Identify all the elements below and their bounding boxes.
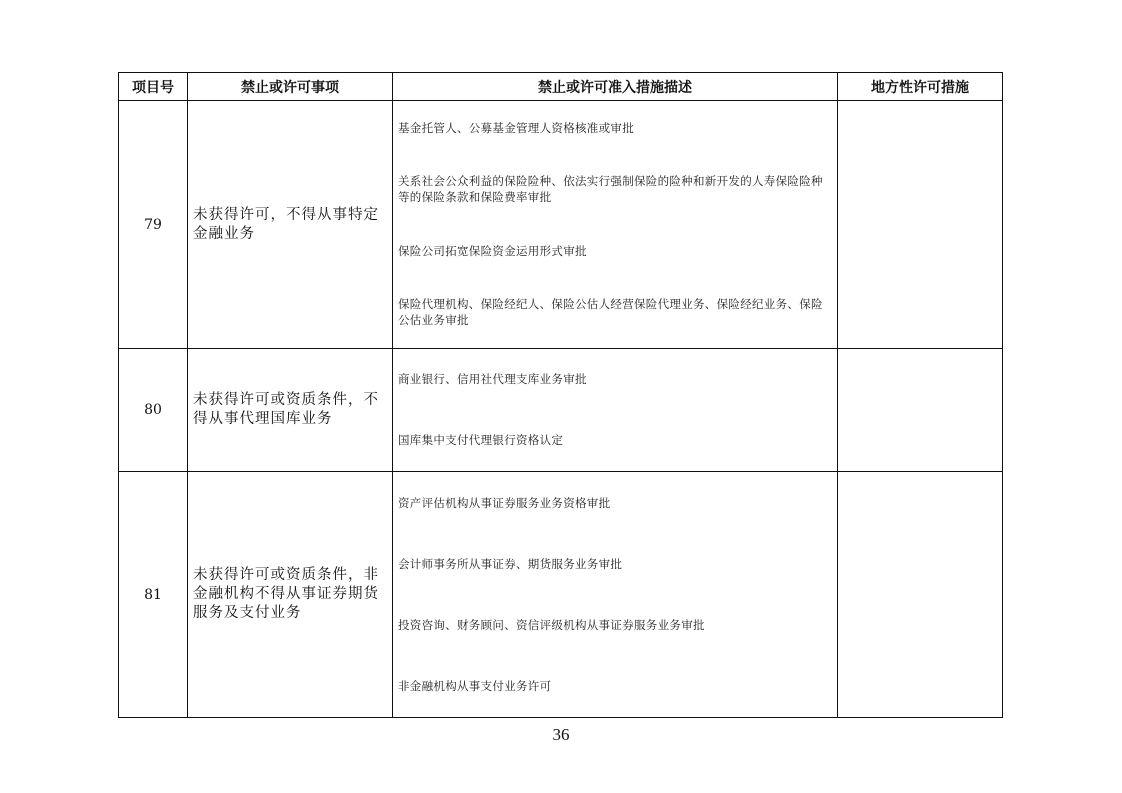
item-text: 未获得许可，不得从事特定金融业务	[188, 101, 393, 349]
header-desc: 禁止或许可准入措施描述	[393, 73, 838, 101]
row-number: 80	[119, 349, 188, 472]
header-num: 项目号	[119, 73, 188, 101]
measure-line: 非金融机构从事支付业务许可	[398, 678, 552, 693]
measures-cell	[393, 101, 838, 349]
measure-line: 保险代理机构、保险经纪人、保险公估人经营保险代理业务、保险经纪业务、保险公估业务审批	[398, 297, 823, 328]
measures-cell	[393, 349, 838, 472]
measure-line: 国库集中支付代理银行资格认定	[398, 432, 564, 447]
measure-line: 关系社会公众利益的保险险种、依法实行强制保险的险种和新开发的人寿保险险种等的保险条款和保险费率审批	[398, 174, 823, 205]
item-text: 未获得许可或资质条件，非金融机构不得从事证券期货服务及支付业务	[188, 472, 393, 718]
header-row	[119, 73, 1003, 101]
measure-line: 会计师事务所从事证券、期货服务业务审批	[398, 556, 623, 571]
local-measures-cell	[838, 101, 1003, 349]
row-number: 81	[119, 472, 188, 718]
table-row-81	[119, 472, 1003, 718]
header-local: 地方性许可措施	[838, 73, 1003, 101]
measures-cell	[393, 472, 838, 718]
local-measures-cell	[838, 349, 1003, 472]
measure-line: 商业银行、信用社代理支库业务审批	[398, 372, 587, 387]
measure-line: 资产评估机构从事证券服务业务资格审批	[398, 495, 611, 510]
measure-line: 投资咨询、财务顾问、资信评级机构从事证券服务业务审批	[398, 617, 705, 632]
permit-table	[118, 72, 1003, 718]
row-number: 79	[119, 101, 188, 349]
item-text: 未获得许可或资质条件，不得从事代理国库业务	[188, 349, 393, 472]
measure-line: 基金托管人、公募基金管理人资格核准或审批	[398, 120, 634, 135]
header-item: 禁止或许可事项	[188, 73, 393, 101]
local-measures-cell	[838, 472, 1003, 718]
table-row-79	[119, 101, 1003, 349]
table-row-80	[119, 349, 1003, 472]
measure-line: 保险公司拓宽保险资金运用形式审批	[398, 243, 587, 258]
page-number: 36	[552, 725, 570, 744]
